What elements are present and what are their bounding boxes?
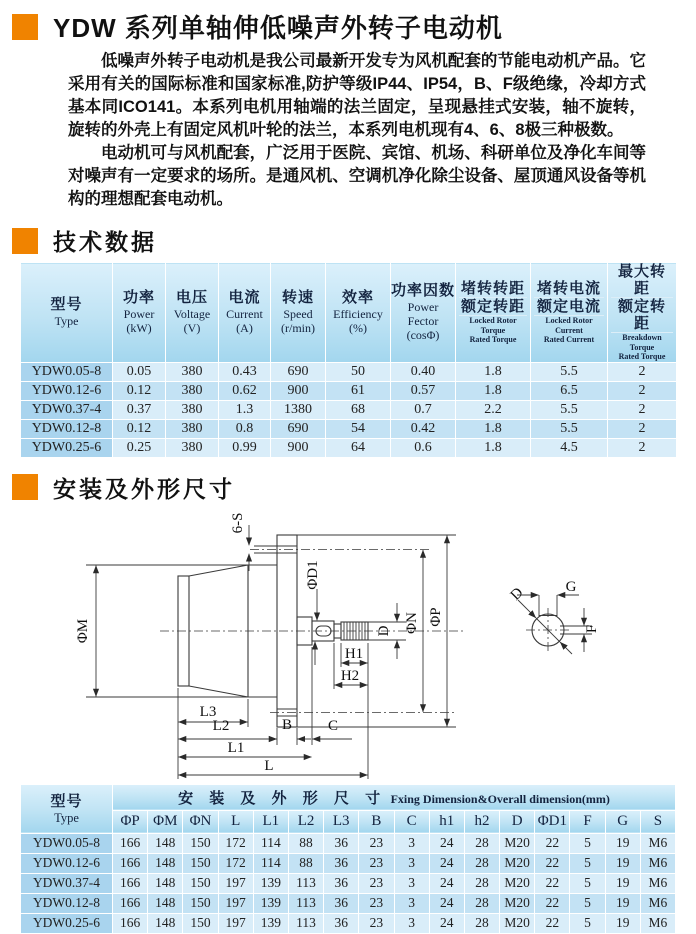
cell: 61 — [326, 381, 391, 400]
cell: 24 — [429, 913, 464, 933]
cell: 23 — [359, 913, 394, 933]
cell-model: YDW0.12-6 — [21, 381, 113, 400]
cell: 113 — [288, 913, 323, 933]
dim-label-phi-n: ΦN — [404, 611, 420, 634]
col-header-locked-rotor-torque: 堵转转距 额定转距 Locked Rotor Torque Rated Torque — [456, 263, 531, 363]
cell: 5 — [570, 873, 605, 893]
cell: 150 — [183, 893, 218, 913]
page-title: YDW 系列单轴伸低噪声外转子电动机 — [53, 13, 503, 43]
cell: 139 — [253, 873, 288, 893]
cell: 1.8 — [456, 438, 531, 457]
cell: 6.5 — [531, 381, 608, 400]
dim-label-l3: L3 — [199, 703, 217, 720]
table-row — [21, 893, 676, 913]
cell: 114 — [253, 853, 288, 873]
cell: 28 — [464, 833, 499, 853]
cell: 148 — [148, 873, 183, 893]
cell: 22 — [535, 853, 570, 873]
col-header-phi-d1: ΦD1 — [535, 810, 570, 833]
shaft-section-detail — [517, 595, 592, 654]
dim-label-l: L — [264, 757, 274, 774]
cell: 22 — [535, 913, 570, 933]
cell: 166 — [113, 873, 148, 893]
cell: 19 — [605, 893, 640, 913]
cell: 1.8 — [456, 419, 531, 438]
cell: 150 — [183, 913, 218, 933]
dim-label-b: B — [281, 716, 293, 733]
cell: 166 — [113, 893, 148, 913]
cell: 380 — [166, 381, 219, 400]
cell: 0.37 — [113, 400, 166, 419]
title-row — [0, 8, 696, 45]
table-row — [21, 419, 677, 438]
dim-label-l1: L1 — [227, 739, 245, 756]
cell: 900 — [271, 381, 326, 400]
cell: M6 — [640, 853, 675, 873]
cell: 36 — [324, 893, 359, 913]
section-header-dimensions — [0, 471, 696, 504]
cell: 28 — [464, 873, 499, 893]
cell: 24 — [429, 873, 464, 893]
dimension-labels — [75, 512, 600, 773]
cell: 23 — [359, 853, 394, 873]
cell-model: YDW0.12-8 — [21, 419, 113, 438]
col-header-l: L — [218, 810, 253, 833]
col-header-d: D — [500, 810, 535, 833]
cell: M20 — [500, 833, 535, 853]
col-header-l2: L2 — [288, 810, 323, 833]
intro-paragraph-2: 电动机可与风机配套，广泛用于医院、宾馆、机场、科研单位及净化车间等对噪声有一定要求的场所。是通风机、空调机净化除尘设备、屋顶通风设备等机构的理想配套电动机。 — [68, 144, 646, 208]
col-header-g: G — [605, 810, 640, 833]
col-header-breakdown-torque: 最大转距 额定转距 Breakdown Torque Rated Torque — [608, 263, 677, 363]
cell: 19 — [605, 913, 640, 933]
cell: 36 — [324, 913, 359, 933]
cell-model: YDW0.25-6 — [21, 913, 113, 933]
col-header-h2: h2 — [464, 810, 499, 833]
cell: 380 — [166, 438, 219, 457]
cell: 2 — [608, 381, 677, 400]
cell: 19 — [605, 833, 640, 853]
cell: 113 — [288, 873, 323, 893]
cell: 0.12 — [113, 381, 166, 400]
table-row — [21, 400, 677, 419]
dim-label-d-shaft: D — [376, 625, 392, 636]
cell: 5 — [570, 853, 605, 873]
cell: 166 — [113, 833, 148, 853]
cell: 19 — [605, 873, 640, 893]
col-header-power: 功率 Power (kW) — [113, 263, 166, 363]
cell: 166 — [113, 853, 148, 873]
cell: 148 — [148, 833, 183, 853]
cell: 2 — [608, 400, 677, 419]
cell: 1380 — [271, 400, 326, 419]
cell: 5 — [570, 893, 605, 913]
cell: M6 — [640, 893, 675, 913]
dimension-drawing — [20, 507, 676, 781]
dim-label-c: C — [327, 717, 339, 734]
section-title-dimensions: 安装及外形尺寸 — [53, 475, 235, 502]
cell: 0.25 — [113, 438, 166, 457]
col-header-phi-m: ΦM — [148, 810, 183, 833]
cell: 150 — [183, 873, 218, 893]
cell: 36 — [324, 853, 359, 873]
dim-label-f: F — [584, 624, 600, 633]
dimension-lines — [86, 525, 456, 779]
cell: 50 — [326, 362, 391, 381]
datasheet-page — [0, 8, 696, 930]
table-row — [21, 913, 676, 933]
cell: 22 — [535, 893, 570, 913]
col-header-phi-n: ΦN — [183, 810, 218, 833]
cell: 5 — [570, 833, 605, 853]
orange-bullet-icon — [12, 474, 38, 500]
cell-model: YDW0.12-6 — [21, 853, 113, 873]
col-header-l1: L1 — [253, 810, 288, 833]
cell: M20 — [500, 853, 535, 873]
cell: 3 — [394, 893, 429, 913]
cell: 64 — [326, 438, 391, 457]
table-row — [21, 362, 677, 381]
cell: 197 — [218, 913, 253, 933]
col-header-type: 型号 Type — [21, 263, 113, 363]
cell: M6 — [640, 913, 675, 933]
col-header-voltage: 电压 Voltage (V) — [166, 263, 219, 363]
table-row — [21, 873, 676, 893]
cell: 0.99 — [219, 438, 271, 457]
cell: 24 — [429, 833, 464, 853]
col-header-h1: h1 — [429, 810, 464, 833]
cell: 139 — [253, 913, 288, 933]
cell: 22 — [535, 873, 570, 893]
cell: 113 — [288, 893, 323, 913]
cell: 36 — [324, 873, 359, 893]
col-header-speed: 转速 Speed (r/min) — [271, 263, 326, 363]
cell: 19 — [605, 853, 640, 873]
cell: 23 — [359, 893, 394, 913]
cell: 4.5 — [531, 438, 608, 457]
cell: 0.8 — [219, 419, 271, 438]
cell: 690 — [271, 362, 326, 381]
dim-label-d-detail: D — [507, 584, 527, 604]
col-header-s: S — [640, 810, 675, 833]
table-row — [21, 833, 676, 853]
cell: 380 — [166, 419, 219, 438]
cell: 139 — [253, 893, 288, 913]
cell: 0.62 — [219, 381, 271, 400]
cell: 3 — [394, 853, 429, 873]
technical-data-table — [20, 262, 677, 458]
cell-model: YDW0.05-8 — [21, 833, 113, 853]
intro-paragraphs — [68, 50, 646, 211]
table-row — [21, 853, 676, 873]
dim-label-phi-m: ΦM — [75, 618, 91, 643]
cell: 172 — [218, 833, 253, 853]
cell: 148 — [148, 853, 183, 873]
cell: 166 — [113, 913, 148, 933]
cell: 5.5 — [531, 362, 608, 381]
cell: M20 — [500, 913, 535, 933]
col-header-efficiency: 效率 Efficiency (%) — [326, 263, 391, 363]
intro-paragraph-1: 低噪声外转子电动机是我公司最新开发专为风机配套的节能电动机产品。它采用有关的国际标准和国家标准,防护等级IP44、IP54，B、F级绝缘，冷却方式基本同ICO141。本系列电机用轴端的法兰固定，呈现悬挂式安装，轴不旋转，旋转的外壳上有固定风机叶轮的法兰，本系列电机现有4、6、8极三种极数。 — [68, 52, 646, 139]
dims-header-row-2 — [21, 810, 676, 833]
dims-span-header: 安 装 及 外 形 尺 寸 Fxing Dimension&Overall dimension(mm) — [113, 784, 676, 810]
cell-model: YDW0.25-6 — [21, 438, 113, 457]
col-header-locked-rotor-current: 堵转电流 额定电流 Locked Rotor Current Rated Current — [531, 263, 608, 363]
cell: 28 — [464, 913, 499, 933]
cell: M20 — [500, 893, 535, 913]
cell-model: YDW0.12-8 — [21, 893, 113, 913]
cell: 2.2 — [456, 400, 531, 419]
table-row — [21, 381, 677, 400]
cell: 28 — [464, 853, 499, 873]
dims-header-row-1 — [21, 784, 676, 810]
cell: 0.42 — [391, 419, 456, 438]
orange-bullet-icon — [12, 228, 38, 254]
cell: 88 — [288, 853, 323, 873]
cell: 22 — [535, 833, 570, 853]
orange-bullet-icon — [12, 14, 38, 40]
mounting-dimensions-table — [20, 784, 676, 934]
cell: 24 — [429, 853, 464, 873]
col-header-power-factor: 功率因数 Power Fector (cosΦ) — [391, 263, 456, 363]
cell-model: YDW0.37-4 — [21, 873, 113, 893]
cell: 1.3 — [219, 400, 271, 419]
table-row — [21, 438, 677, 457]
dim-label-h2: H2 — [340, 667, 360, 684]
dim-label-h1: H1 — [344, 645, 364, 662]
cell: 23 — [359, 873, 394, 893]
cell: 2 — [608, 438, 677, 457]
cell: 28 — [464, 893, 499, 913]
cell: 0.7 — [391, 400, 456, 419]
col-header-l3: L3 — [324, 810, 359, 833]
cell: 0.40 — [391, 362, 456, 381]
cell-model: YDW0.37-4 — [21, 400, 113, 419]
cell: 5 — [570, 913, 605, 933]
cell: 197 — [218, 873, 253, 893]
cell: 380 — [166, 400, 219, 419]
col-header-type: 型号 Type — [21, 784, 113, 833]
cell: 380 — [166, 362, 219, 381]
cell: 88 — [288, 833, 323, 853]
cell: 0.57 — [391, 381, 456, 400]
cell: 0.43 — [219, 362, 271, 381]
cell: 114 — [253, 833, 288, 853]
cell: 150 — [183, 853, 218, 873]
cell: M6 — [640, 833, 675, 853]
cell: 3 — [394, 913, 429, 933]
cell: 150 — [183, 833, 218, 853]
cell: 0.05 — [113, 362, 166, 381]
cell: 2 — [608, 362, 677, 381]
dim-label-phi-p: ΦP — [428, 606, 444, 627]
cell: 68 — [326, 400, 391, 419]
section-header-tech — [0, 224, 696, 257]
cell: 5.5 — [531, 400, 608, 419]
cell: 900 — [271, 438, 326, 457]
cell: 3 — [394, 833, 429, 853]
cell: 148 — [148, 913, 183, 933]
cell: 1.8 — [456, 381, 531, 400]
dim-label-g: G — [565, 578, 577, 595]
col-header-current: 电流 Current (A) — [219, 263, 271, 363]
col-header-phi-p: ΦP — [113, 810, 148, 833]
cell: 54 — [326, 419, 391, 438]
tech-header-row — [21, 263, 677, 363]
dim-label-6s: 6-S — [230, 512, 246, 533]
col-header-c: C — [394, 810, 429, 833]
cell: 1.8 — [456, 362, 531, 381]
cell: 690 — [271, 419, 326, 438]
cell: M20 — [500, 873, 535, 893]
cell: 0.6 — [391, 438, 456, 457]
col-header-f: F — [570, 810, 605, 833]
cell: 5.5 — [531, 419, 608, 438]
cell: 24 — [429, 893, 464, 913]
cell: 0.12 — [113, 419, 166, 438]
section-title-tech: 技术数据 — [53, 229, 157, 255]
cell: M6 — [640, 873, 675, 893]
dim-label-l2: L2 — [212, 717, 230, 734]
cell: 36 — [324, 833, 359, 853]
col-header-b: B — [359, 810, 394, 833]
cell: 197 — [218, 893, 253, 913]
cell: 2 — [608, 419, 677, 438]
cell: 172 — [218, 853, 253, 873]
cell: 3 — [394, 873, 429, 893]
cell-model: YDW0.05-8 — [21, 362, 113, 381]
cell: 148 — [148, 893, 183, 913]
cell: 23 — [359, 833, 394, 853]
dim-label-phi-d1: ΦD1 — [305, 559, 321, 590]
